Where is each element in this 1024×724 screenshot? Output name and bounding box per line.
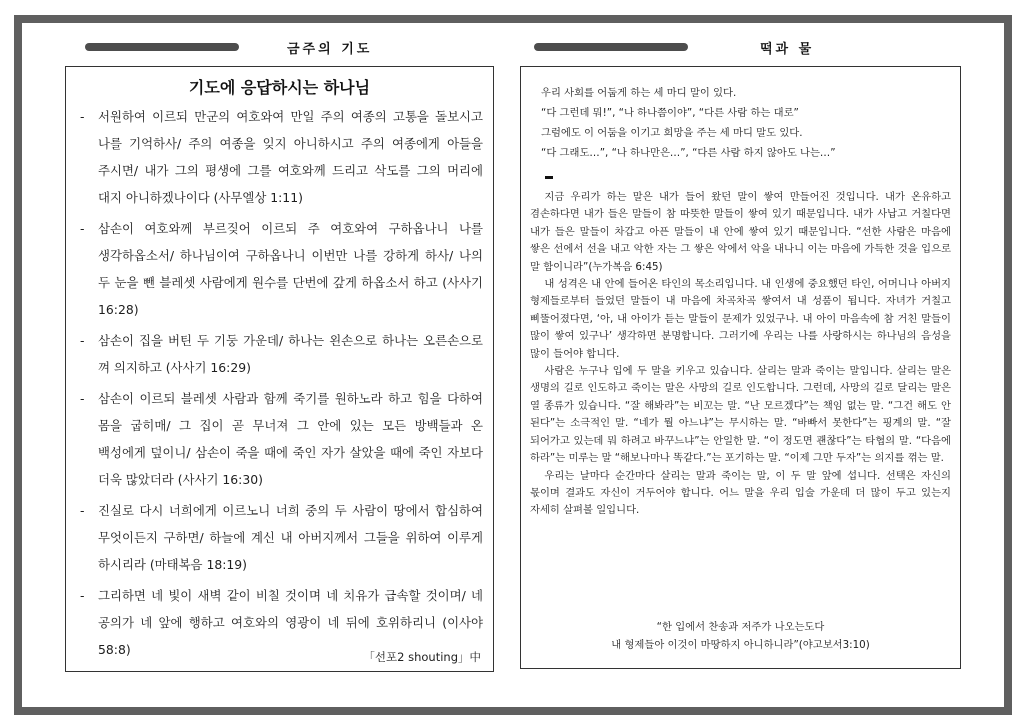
- dash-marker: -: [80, 109, 85, 124]
- verse-text: 서원하여 이르되 만군의 여호와여 만일 주의 여종의 고통을 돌보시고 나를 기억하사/ 주의 여종을 잊지 아니하시고 주의 여종에게 아들을 주시면/ 내가 그의 평생에 그를 여호와께 드리고 삭도를 그의 머리에 대지 아니하겠나이다 (사무엘상 1:11): [98, 109, 483, 205]
- dash-marker: -: [80, 221, 85, 236]
- dash-marker: -: [80, 391, 85, 406]
- dash-marker: -: [80, 503, 85, 518]
- verse-text: 그리하면 네 빛이 새벽 같이 비칠 것이며 네 치유가 급속할 것이며/ 네 공의가 네 앞에 행하고 여호와의 영광이 네 뒤에 호위하리니 (이사야 58:8): [98, 588, 483, 657]
- source-footer: 「선포2 shouting」中: [363, 650, 481, 664]
- dash-marker: -: [80, 333, 85, 348]
- right-heading: 떡과 물: [760, 42, 815, 57]
- left-heading-bar: [85, 43, 239, 51]
- essay-paragraph: 우리는 날마다 순간마다 살리는 말과 죽이는 말, 이 두 말 앞에 섭니다. 선택은 자신의 몫이며 결과도 자신이 거두어야 합니다. 어느 말을 우리 입술 가운데 더 많이 두고 있는지 자세히 살펴볼 일입니다.: [530, 469, 951, 517]
- column-box: [520, 66, 961, 669]
- verse-item: [78, 103, 483, 211]
- left-heading: 금주의 기도: [287, 42, 373, 57]
- essay-paragraph: 지금 우리가 하는 말은 내가 들어 왔던 말이 쌓여 만들어진 것입니다. 내가 온유하고 겸손하다면 내가 들은 말들이 참 따뜻한 말들이 쌓여 있기 때문입니다. 내가 사납고 거칠다면 내가 들은 말들이 차갑고 아픈 말들이 내 안에 쌓여 있기 때문입니다. “선한 사람은 마음에 쌓은 선에서 선을 내고 악한 자는 그 쌓은 악에서 악을 내나니 이는 마음에 가득한 것을 입으로 말 함이니라”(누가복음 6:45): [530, 191, 951, 273]
- intro-line: 우리 사회를 어둡게 하는 세 마디 말이 있다.: [541, 87, 737, 99]
- closing-line: “한 입에서 찬송과 저주가 나오는도다: [656, 621, 825, 633]
- section-marker: [545, 176, 553, 179]
- essay-paragraph: 내 성격은 내 안에 들어온 타인의 목소리입니다. 내 인생에 중요했던 타인, 어머니나 아버지 형제들로부터 들었던 말들이 내 마음에 차곡차곡 쌓여서 내 성품이 됩니다. 자녀가 거칠고 삐뚤어졌다면, ‘아, 내 아이가 듣는 말들이 문제가 있었구나. 내 아이 마음속에 참 거친 말들이 많이 쌓여 있구나’ 생각하면 분명합니다. 그러기에 우리는 나를 사랑하시는 하나님의 음성을 많이 들어야 합니다.: [530, 278, 952, 360]
- verse-item: [78, 385, 483, 493]
- verse-item: [78, 497, 483, 578]
- prayer-title: 기도에 응답하시는 하나님: [188, 78, 371, 97]
- intro-line: 그럼에도 이 어둠을 이기고 희망을 주는 세 마디 말도 있다.: [541, 127, 803, 139]
- prayer-box: [65, 66, 494, 672]
- intro-block: [541, 83, 946, 163]
- closing-line: 내 형제들아 이것이 마땅하지 아니하니라”(야고보서3:10): [611, 639, 870, 651]
- verse-text: 삼손이 집을 버틴 두 기둥 가운데/ 하나는 왼손으로 하나는 오른손으로 껴 의지하고 (사사기 16:29): [98, 333, 483, 375]
- verse-text: 진실로 다시 너희에게 이르노니 너희 중의 두 사람이 땅에서 합심하여 무엇이든지 구하면/ 하늘에 계신 내 아버지께서 그들을 위하여 이루게 하시리라 (마태복음 18:19): [98, 503, 483, 572]
- closing-quote: [521, 618, 960, 654]
- verse-list: [78, 103, 483, 667]
- intro-line: “다 그래도…”, “나 하나만은…”, “다른 사람 하지 않아도 나는…”: [541, 147, 836, 159]
- dash-marker: -: [80, 588, 85, 603]
- essay-paragraph: 사람은 누구나 입에 두 말을 키우고 있습니다. 살리는 말과 죽이는 말입니다. 살리는 말은 생명의 길로 인도하고 죽이는 말은 사망의 길로 인도합니다. 그런데, 사망의 길로 달리는 말은 열 종류가 있습니다. “잘 해봐라”는 비꼬는 말. “난 모르겠다”는 책임 없는 말. “그건 해도 안 된다”는 소극적인 말. “네가 뭘 아느냐”는 무시하는 말. “바빠서 못한다”는 핑계의 말. “잘 되어가고 있는데 뭐 하려고 바꾸느냐”는 안일한 말. “이 정도면 괜찮다”는 타협의 말. “다음에 하라”는 미루는 말 “해보나마나 똑같다.”는 포기하는 말. “이제 그만 두자”는 의지를 꺾는 말.: [530, 365, 951, 465]
- verse-text: 삼손이 여호와께 부르짖어 이르되 주 여호와여 구하옵나니 나를 생각하옵소서/ 하나님이여 구하옵나니 이번만 나를 강하게 하사/ 나의 두 눈을 뺀 블레셋 사람에게 원수를 단번에 갚게 하옵소서 하고 (사사기 16:28): [98, 221, 483, 317]
- verse-text: 삼손이 이르되 블레셋 사람과 함께 죽기를 원하노라 하고 힘을 다하여 몸을 굽히매/ 그 집이 곧 무너져 그 안에 있는 모든 방백들과 온 백성에게 덮이니/ 삼손이 죽을 때에 죽인 자가 살았을 때에 죽인 자보다 더욱 많았더라 (사사기 16:30): [98, 391, 483, 487]
- verse-item: [78, 327, 483, 381]
- intro-line: “다 그런데 뭐!”, “나 하나쯤이야”, “다른 사람 하는 대로”: [541, 107, 799, 119]
- right-heading-bar: [534, 43, 688, 51]
- verse-item: [78, 215, 483, 323]
- essay-body: [530, 189, 951, 520]
